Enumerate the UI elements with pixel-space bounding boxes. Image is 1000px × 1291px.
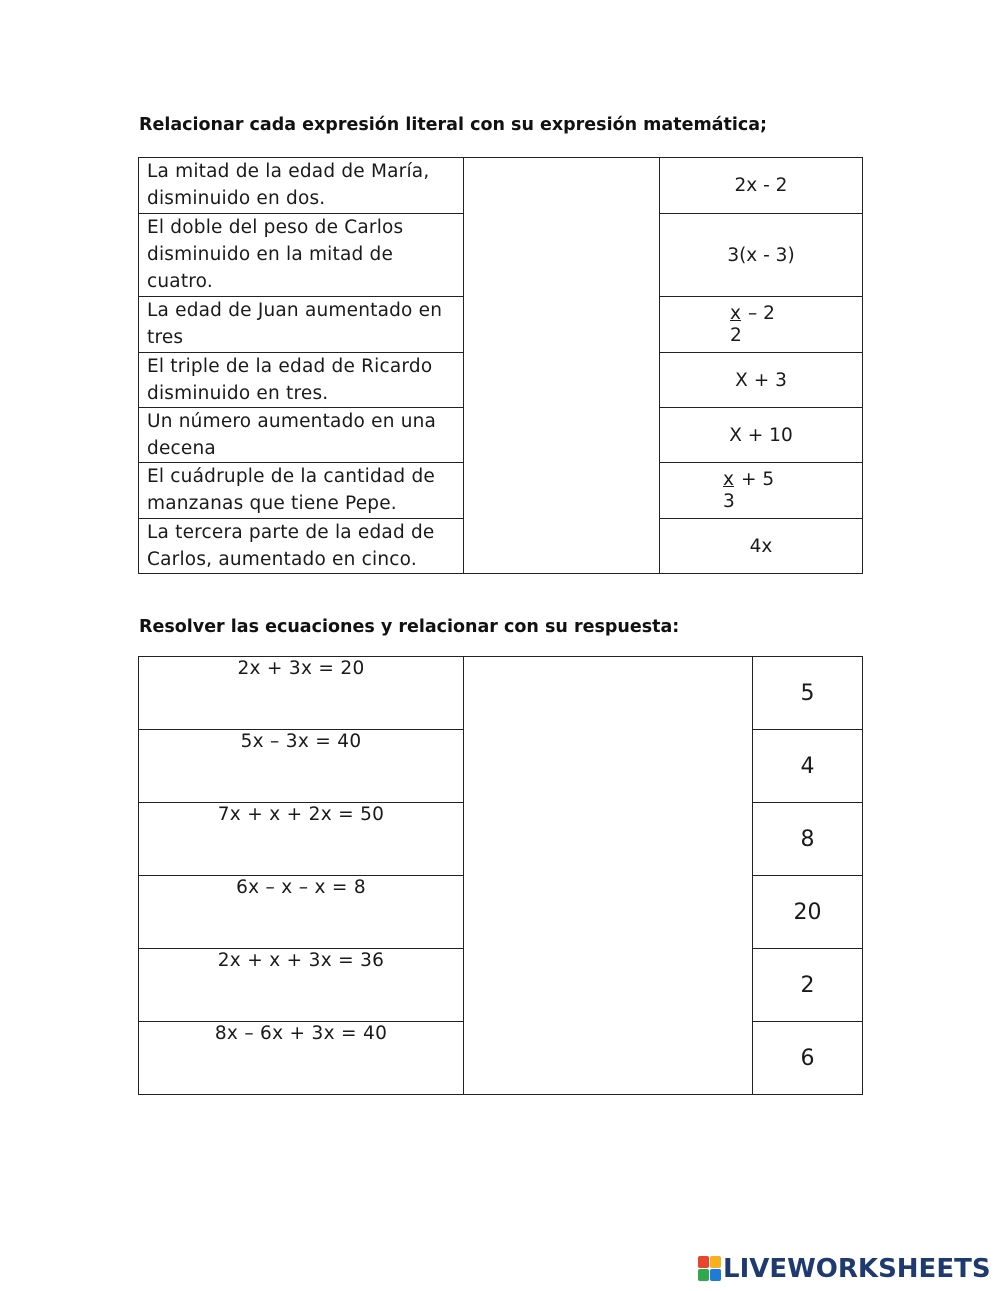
literal-expression-2: El doble del peso de Carlos disminuido en la mitad de cuatro. xyxy=(139,214,464,297)
literal-expression-7: La tercera parte de la edad de Carlos, aumentado en cinco. xyxy=(139,519,464,574)
answer-6: 6 xyxy=(753,1022,863,1095)
fraction-numerator: x xyxy=(730,302,741,324)
fraction-rest: – 2 xyxy=(748,302,775,324)
math-expression-4: X + 3 xyxy=(660,353,863,408)
table-row xyxy=(139,657,863,730)
answer-2: 4 xyxy=(753,730,863,803)
math-expression-6 xyxy=(660,463,863,519)
answer-5: 2 xyxy=(753,949,863,1022)
literal-expression-4: El triple de la edad de Ricardo disminuido en tres. xyxy=(139,353,464,408)
math-expression-1: 2x - 2 xyxy=(660,158,863,214)
liveworksheets-logo-icon xyxy=(698,1256,722,1282)
equation-6: 8x – 6x + 3x = 40 xyxy=(139,1022,464,1095)
equation-2: 5x – 3x = 40 xyxy=(139,730,464,803)
fraction-expression xyxy=(723,467,796,515)
literal-expression-table xyxy=(138,157,863,574)
answer-1: 5 xyxy=(753,657,863,730)
answer-match-area[interactable] xyxy=(464,657,753,1095)
equation-table xyxy=(138,656,863,1095)
answer-3: 8 xyxy=(753,803,863,876)
table-row xyxy=(139,158,863,214)
liveworksheets-logo xyxy=(698,1254,991,1284)
logo-text: LIVEWORKSHEETS xyxy=(723,1254,991,1284)
literal-expression-5: Un número aumentado en una decena xyxy=(139,408,464,463)
literal-expression-3: La edad de Juan aumentado en tres xyxy=(139,297,464,353)
literal-expression-1: La mitad de la edad de María, disminuido en dos. xyxy=(139,158,464,214)
math-expression-5: X + 10 xyxy=(660,408,863,463)
fraction-denominator: 3 xyxy=(723,490,735,512)
fraction-rest: + 5 xyxy=(741,468,775,490)
fraction-denominator: 2 xyxy=(730,324,742,346)
math-expression-2: 3(x - 3) xyxy=(660,214,863,297)
equation-1: 2x + 3x = 20 xyxy=(139,657,464,730)
match-area[interactable] xyxy=(464,158,660,574)
literal-expression-6: El cuádruple de la cantidad de manzanas que tiene Pepe. xyxy=(139,463,464,519)
equation-5: 2x + x + 3x = 36 xyxy=(139,949,464,1022)
fraction-numerator: x xyxy=(723,468,734,490)
equation-4: 6x – x – x = 8 xyxy=(139,876,464,949)
math-expression-3 xyxy=(660,297,863,353)
fraction-expression xyxy=(726,301,796,349)
section2-heading: Resolver las ecuaciones y relacionar con su respuesta: xyxy=(139,617,680,637)
answer-4: 20 xyxy=(753,876,863,949)
equation-3: 7x + x + 2x = 50 xyxy=(139,803,464,876)
section1-heading: Relacionar cada expresión literal con su expresión matemática; xyxy=(139,115,768,135)
math-expression-7: 4x xyxy=(660,519,863,574)
